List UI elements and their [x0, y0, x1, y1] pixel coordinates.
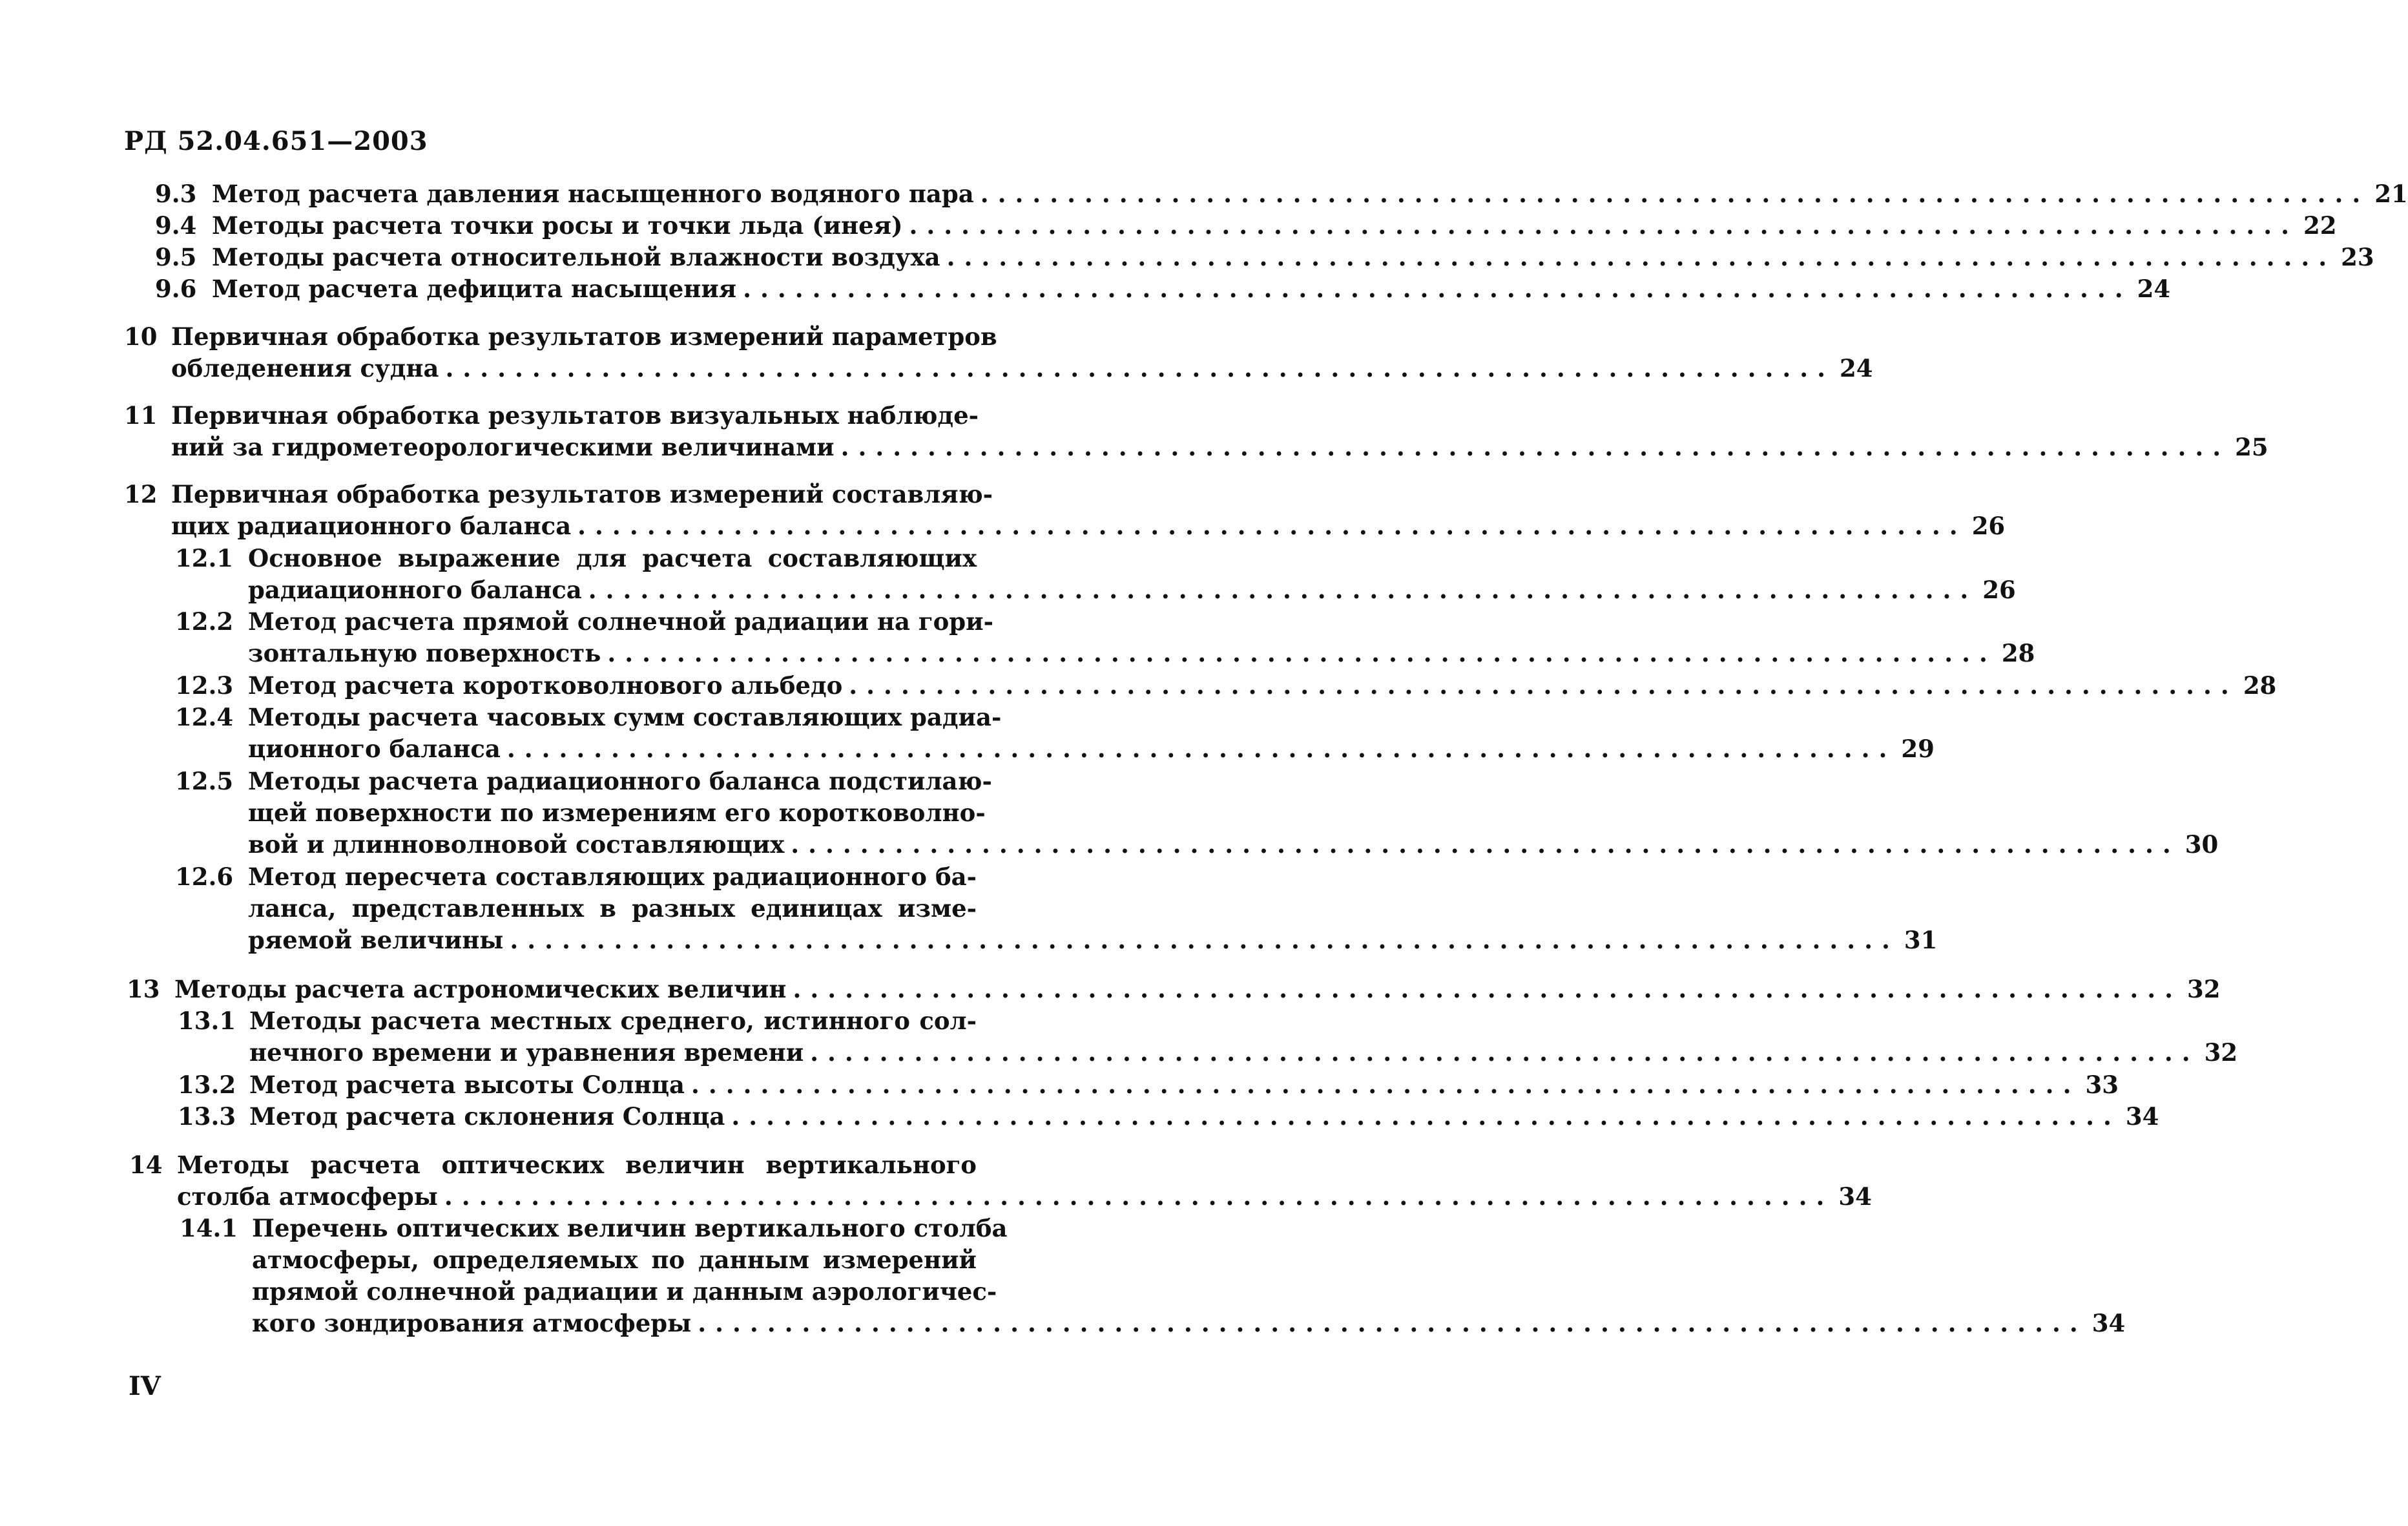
toc-entry-title-text: нечного времени и уравнения времени: [249, 1038, 804, 1067]
toc-entry-title-line: ланса, представленных в разных единицах изме-: [248, 894, 977, 923]
toc-leader-dots: ................................................................................: [791, 830, 2180, 859]
toc-entry-title-text: обледенения судна: [171, 354, 439, 382]
toc-entry-title-line: Основное выражение для расчета составляющих: [248, 544, 977, 572]
toc-entry: [175, 606, 2035, 669]
toc-entry-number: 13: [127, 975, 160, 1003]
toc-entry-title-last-line: [249, 1101, 2159, 1133]
toc-entry-number: 11: [124, 401, 158, 430]
toc-page-number: 25: [2235, 433, 2268, 461]
toc-entry-title-text: Методы расчета относительной влажности воздуха: [212, 243, 940, 271]
toc-entry: [175, 702, 1935, 765]
toc-entry-title-text: вой и длинноволновой составляющих: [248, 830, 785, 859]
toc-leader-dots: ................................................................................: [946, 243, 2336, 271]
toc-entry-title-last-line: [212, 273, 2171, 305]
toc-page-number: 33: [2085, 1071, 2119, 1099]
toc-entry-title-text: щих радиационного баланса: [171, 512, 572, 540]
toc-entry-number: 13.3: [178, 1102, 236, 1131]
toc-entry-title-line: Методы расчета часовых сумм составляющих радиа-: [248, 703, 1002, 731]
toc-entry: [180, 1213, 2126, 1339]
toc-entry-number: 12.5: [175, 767, 234, 795]
toc-page-number: 26: [1971, 512, 2006, 540]
toc-page-number: 22: [2303, 211, 2337, 240]
toc-entry-title-text: Метод расчета давления насыщенного водяного пара: [212, 180, 974, 208]
toc-entry-title-last-line: [171, 432, 2268, 463]
toc-entry-title-text: ряемой величины: [248, 926, 504, 954]
toc-entry-title-last-line: [171, 510, 2006, 542]
toc-leader-dots: ................................................................................: [849, 671, 2238, 700]
toc-page-number: 21: [2374, 180, 2408, 208]
toc-entry-number: 13.1: [178, 1007, 236, 1035]
toc-entry-number: 9.5: [155, 243, 197, 271]
toc-page-number: 32: [2204, 1038, 2238, 1067]
toc-page-number: 31: [1904, 926, 1938, 954]
toc-leader-dots: ................................................................................: [577, 512, 1967, 540]
toc-leader-dots: ................................................................................: [980, 180, 2370, 208]
toc-entry-title-text: столба атмосферы: [177, 1182, 438, 1211]
toc-leader-dots: ................................................................................: [840, 433, 2230, 461]
toc-leader-dots: ................................................................................: [810, 1038, 2199, 1067]
toc-entry-number: 9.6: [155, 275, 197, 303]
toc-entry-title-text: Метод расчета коротковолнового альбедо: [248, 671, 843, 700]
toc-entry-title-last-line: [248, 638, 2035, 669]
toc-entry-title-line: прямой солнечной радиации и данным аэрологичес-: [252, 1277, 997, 1306]
toc-entry-number: 12.2: [175, 607, 234, 636]
toc-entry-title-last-line: [248, 733, 1935, 765]
toc-entry-number: 9.4: [155, 211, 197, 240]
toc-page-number: 28: [2243, 671, 2277, 700]
toc-entry-title-text: Методы расчета точки росы и точки льда (инея): [212, 211, 903, 240]
toc-entry-number: 12.4: [175, 703, 234, 731]
toc-entry-number: 14: [129, 1151, 163, 1179]
toc-leader-dots: ................................................................................: [506, 735, 1896, 763]
document-code-header: РД 52.04.651—2003: [124, 126, 428, 156]
toc-entry-title-text: Метод расчета дефицита насыщения: [212, 275, 737, 303]
toc-entry-title-line: Метод пересчета составляющих радиационного ба-: [248, 862, 977, 891]
toc-leader-dots: ................................................................................: [445, 354, 1834, 382]
toc-entry-title-line: щей поверхности по измерениям его коротковолно-: [248, 799, 986, 827]
toc-entry-title-text: Метод расчета высоты Солнца: [249, 1071, 685, 1099]
toc-page-number: 23: [2341, 243, 2374, 271]
toc-entry-title-last-line: [212, 242, 2374, 273]
toc-entry-title-last-line: [171, 353, 1873, 384]
toc-entry-title-line: Перечень оптических величин вертикального столба: [252, 1214, 1008, 1242]
toc-entry-title-line: Методы расчета оптических величин вертикального: [177, 1151, 977, 1179]
toc-page-number: 34: [2125, 1102, 2159, 1131]
toc-entry: [175, 543, 2016, 606]
toc-leader-dots: ................................................................................: [444, 1182, 1834, 1211]
toc-page-number: 34: [1838, 1182, 1872, 1211]
toc-entry: [155, 178, 2408, 210]
toc-leader-dots: ................................................................................: [731, 1102, 2121, 1131]
toc-entry-title-last-line: [248, 829, 2219, 861]
toc-entry-title-line: Первичная обработка результатов визуальных наблюде-: [171, 401, 979, 430]
toc-entry-title-last-line: [249, 1037, 2238, 1069]
toc-entry: [178, 1005, 2238, 1069]
toc-leader-dots: ................................................................................: [690, 1071, 2081, 1099]
toc-entry-title-text: ний за гидрометеорологическими величинами: [171, 433, 835, 461]
toc-page-number: 26: [1982, 576, 2016, 604]
toc-leader-dots: ................................................................................: [743, 275, 2132, 303]
toc-entry-number: 12.3: [175, 671, 234, 700]
toc-entry-title-last-line: [212, 210, 2337, 242]
toc-entry-title-text: радиационного баланса: [248, 576, 582, 604]
toc-entry-title-text: зонтальную поверхность: [248, 639, 601, 667]
toc-entry-title-text: Методы расчета астрономических величин: [174, 975, 787, 1003]
toc-page-number: 24: [2137, 275, 2171, 303]
toc-entry-number: 14.1: [180, 1214, 238, 1242]
toc-page-number: 32: [2187, 975, 2221, 1003]
toc-entry-title-text: Метод расчета склонения Солнца: [249, 1102, 725, 1131]
toc-entry: [129, 1149, 1872, 1213]
toc-entry-title-last-line: [177, 1181, 1872, 1213]
toc-entry-title-line: Первичная обработка результатов измерений составляю-: [171, 480, 993, 508]
toc-entry: [175, 670, 2277, 702]
toc-entry-number: 10: [124, 322, 158, 351]
toc-entry: [155, 242, 2374, 273]
toc-entry: [124, 400, 2268, 463]
toc-page-number: 28: [2001, 639, 2035, 667]
toc-entry-number: 12.6: [175, 862, 234, 891]
toc-entry-title-last-line: [248, 670, 2277, 702]
toc-page-number: 29: [1901, 735, 1935, 763]
toc-entry-title-last-line: [252, 1308, 2126, 1339]
toc-leader-dots: ................................................................................: [588, 576, 1978, 604]
toc-entry: [124, 479, 2006, 542]
toc-entry-title-last-line: [249, 1069, 2119, 1101]
toc-entry: [178, 1069, 2119, 1101]
toc-entry: [155, 210, 2337, 242]
toc-entry: [178, 1101, 2159, 1133]
toc-entry-title-line: Методы расчета местных среднего, истинного сол-: [249, 1007, 977, 1035]
toc-entry-title-last-line: [174, 974, 2221, 1005]
toc-leader-dots: ................................................................................: [607, 639, 1997, 667]
toc-leader-dots: ................................................................................: [698, 1309, 2087, 1337]
toc-entry: [127, 974, 2221, 1005]
toc-entry-number: 12.1: [175, 544, 234, 572]
toc-entry-title-text: кого зондирования атмосферы: [252, 1309, 692, 1337]
toc-entry-number: 12: [124, 480, 158, 508]
toc-entry-number: 13.2: [178, 1071, 236, 1099]
toc-entry-title-last-line: [212, 178, 2408, 210]
toc-page-number: 30: [2185, 830, 2219, 859]
toc-entry-title-line: Методы расчета радиационного баланса подстилаю-: [248, 767, 992, 795]
toc-entry: [124, 321, 1873, 384]
toc-entry-title-last-line: [248, 925, 1938, 956]
toc-entry-number: 9.3: [155, 180, 197, 208]
toc-entry-title-line: Первичная обработка результатов измерений параметров: [171, 322, 997, 351]
toc-leader-dots: ................................................................................: [510, 926, 1899, 954]
toc-page-number: 34: [2091, 1309, 2126, 1337]
toc-entry-title-text: ционного баланса: [248, 735, 501, 763]
toc-entry-title-last-line: [248, 574, 2016, 606]
page-number-roman: IV: [129, 1371, 161, 1401]
toc-entry-title-line: атмосферы, определяемых по данным измерений: [252, 1246, 977, 1274]
toc-entry-title-line: Метод расчета прямой солнечной радиации на гори-: [248, 607, 993, 636]
toc-entry: [155, 273, 2171, 305]
toc-leader-dots: ................................................................................: [909, 211, 2298, 240]
toc-entry: [175, 766, 2219, 861]
toc-leader-dots: ................................................................................: [793, 975, 2182, 1003]
toc-entry: [175, 861, 1938, 956]
toc-page-number: 24: [1840, 354, 1873, 382]
